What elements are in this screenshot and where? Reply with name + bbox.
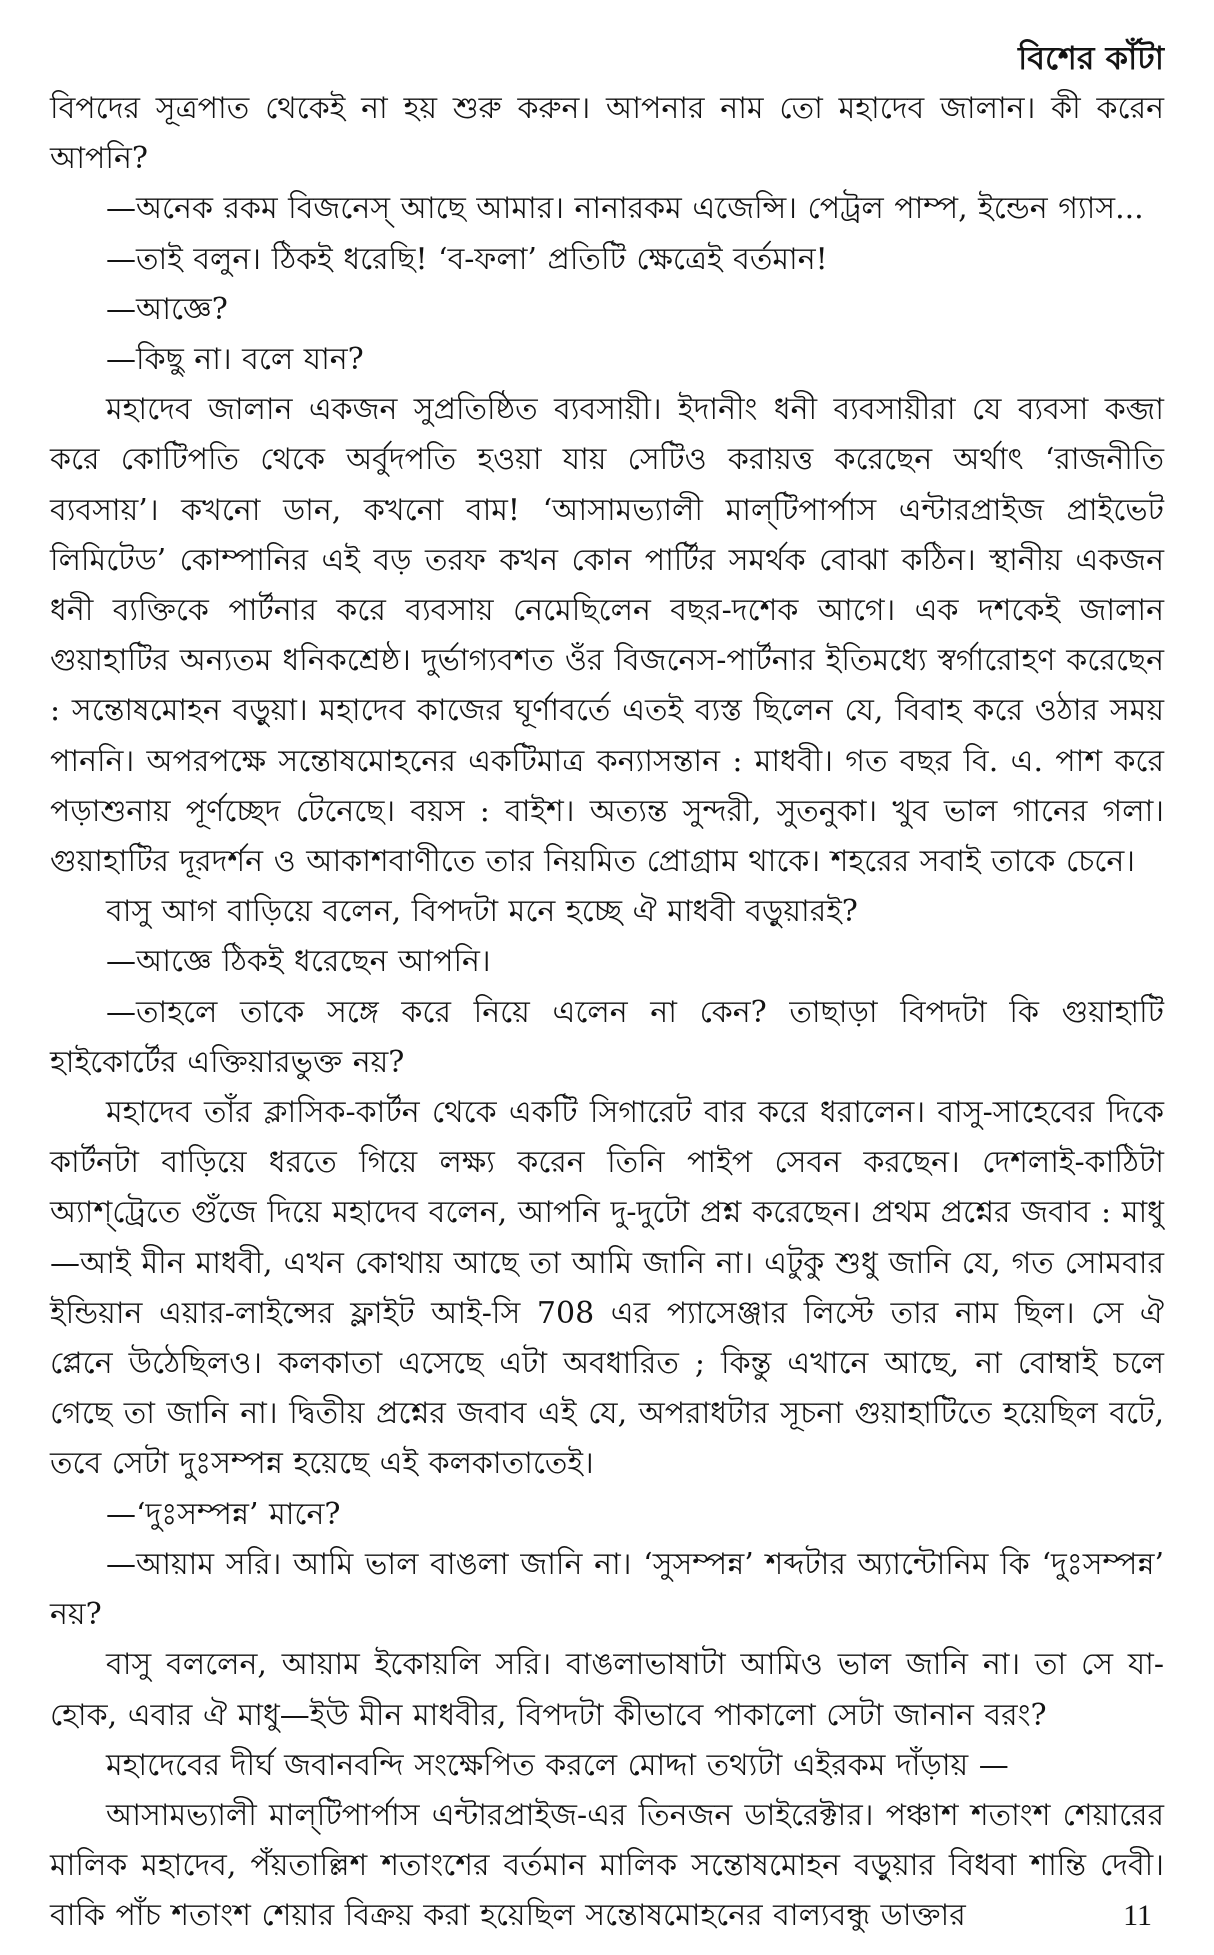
paragraph-1: বিপদের সূত্রপাত থেকেই না হয় শুরু করুন। আপনার নাম তো মহাদেব জালান। কী করেন আপনি? — [50, 91, 1164, 177]
paragraph-10: মহাদেব তাঁর ক্লাসিক-কার্টন থেকে একটি সিগারেট বার করে ধরালেন। বাসু-সাহেবের দিকে কার্টনটা বাড়িয়ে ধরতে গিয়ে লক্ষ্য করেন তিনি পাইপ সেবন করছেন। দেশলাই-কাঠিটা অ্যাশ্‌ট্রেতে গুঁজে দিয়ে মহাদেব বলেন, আপনি দু-দুটো প্রশ্ন করেছেন। প্রথম প্রশ্নের জবাব : মাধু—আই মীন মাধবী, এখন কোথায় আছে তা আমি জানি না। এটুকু শুধু জানি যে, গত সোমবার ইন্ডিয়ান এয়ার-লাইন্সের ফ্লাইট আই-সি 708 এর প্যাসেঞ্জার লিস্টে তার নাম ছিল। সে ঐ প্লেনে উঠেছিলও। কলকাতা এসেছে এটা অবধারিত ; কিন্তু এখানে আছে, না বোম্বাই চলে গেছে তা জানি না। দ্বিতীয় প্রশ্নের জবাব এই যে, অপরাধটার সূচনা গুয়াহাটিতে হয়েছিল বটে, তবে সেটা দুঃসম্পন্ন হয়েছে এই কলকাতাতেই। — [50, 1095, 1164, 1482]
paragraph-11: —‘দুঃসম্পন্ন’ মানে? — [106, 1496, 341, 1532]
running-head: বিশের কাঁটা — [1018, 39, 1164, 77]
paragraph-6: মহাদেব জালান একজন সুপ্রতিষ্ঠিত ব্যবসায়ী। ইদানীং ধনী ব্যবসায়ীরা যে ব্যবসা কব্জা করে কোটিপতি থেকে অর্বুদপতি হওয়া যায় সেটিও করায়ত্ত করেছেন অর্থাৎ ‘রাজনীতি ব্যবসায়’। কখনো ডান, কখনো বাম! ‘আসামভ্যালী মাল্‌টিপার্পাস এন্টারপ্রাইজ প্রাইভেট লিমিটেড’ কোম্পানির এই বড় তরফ কখন কোন পার্টির সমর্থক বোঝা কঠিন। স্থানীয় একজন ধনী ব্যক্তিকে পার্টনার করে ব্যবসায় নেমেছিলেন বছর-দশেক আগে। এক দশকেই জালান গুয়াহাটির অন্যতম ধনিকশ্রেষ্ঠ। দুর্ভাগ্যবশত ওঁর বিজনেস-পার্টনার ইতিমধ্যে স্বর্গারোহণ করেছেন : সন্তোষমোহন বড়ুয়া। মহাদেব কাজের ঘূর্ণাবর্তে এতই ব্যস্ত ছিলেন যে, বিবাহ করে ওঠার সময় পাননি। অপরপক্ষে সন্তোষমোহনের একটিমাত্র কন্যাসন্তান : মাধবী। গত বছর বি. এ. পাশ করে পড়াশুনায় পূর্ণচ্ছেদ টেনেছে। বয়স : বাইশ। অত্যন্ত সুন্দরী, সুতনুকা। খুব ভাল গানের গলা। গুয়াহাটির দূরদর্শন ও আকাশবাণীতে তার নিয়মিত প্রোগ্রাম থাকে। শহরের সবাই তাকে চেনে। — [50, 392, 1164, 880]
paragraph-5: —কিছু না। বলে যান? — [106, 342, 364, 378]
paragraph-15: আসামভ্যালী মাল্‌টিপার্পাস এন্টারপ্রাইজ-এর তিনজন ডাইরেক্টার। পঞ্চাশ শতাংশ শেয়ারের মালিক মহাদেব, পঁয়তাল্লিশ শতাংশের বর্তমান মালিক সন্তোষমোহন বড়ুয়ার বিধবা শান্তি দেবী। বাকি পাঁচ শতাংশ শেয়ার বিক্রয় করা হয়েছিল সন্তোষমোহনের বাল্যবন্ধু ডাক্তার — [50, 1797, 1164, 1934]
paragraph-12: —আয়াম সরি। আমি ভাল বাঙলা জানি না। ‘সুসম্পন্ন’ শব্দটার অ্যান্টোনিম কি ‘দুঃসম্পন্ন’ নয়? — [50, 1546, 1164, 1633]
paragraph-2: —অনেক রকম বিজনেস্ আছে আমার। নানারকম এজেন্সি। পেট্রল পাম্প, ইন্ডেন গ্যাস... — [106, 191, 1144, 227]
page-number: 11 — [1123, 1899, 1152, 1932]
paragraph-13: বাসু বললেন, আয়াম ইকোয়লি সরি। বাঙলাভাষাটা আমিও ভাল জানি না। তা সে যা-হোক, এবার ঐ মাধু—ইউ মীন মাধবীর, বিপদটা কীভাবে পাকালো সেটা জানান বরং? — [50, 1647, 1164, 1733]
paragraph-3: —তাই বলুন। ঠিকই ধরেছি! ‘ব-ফলা’ প্রতিটি ক্ষেত্রেই বর্তমান! — [106, 241, 828, 277]
paragraph-14: মহাদেবের দীর্ঘ জবানবন্দি সংক্ষেপিত করলে মোদ্দা তথ্যটা এইরকম দাঁড়ায় — — [106, 1747, 1009, 1783]
paragraph-8: —আজ্ঞে ঠিকই ধরেছেন আপনি। — [106, 944, 491, 980]
paragraph-4: —আজ্ঞে? — [106, 291, 228, 327]
body-text — [50, 84, 1164, 1942]
paragraph-9: —তাহলে তাকে সঙ্গে করে নিয়ে এলেন না কেন? তাছাড়া বিপদটা কি গুয়াহাটি হাইকোর্টের এক্তিয়ারভুক্ত নয়? — [50, 994, 1164, 1080]
paragraph-7: বাসু আগ বাড়িয়ে বলেন, বিপদটা মনে হচ্ছে ঐ মাধবী বড়ুয়ারই? — [106, 894, 858, 930]
